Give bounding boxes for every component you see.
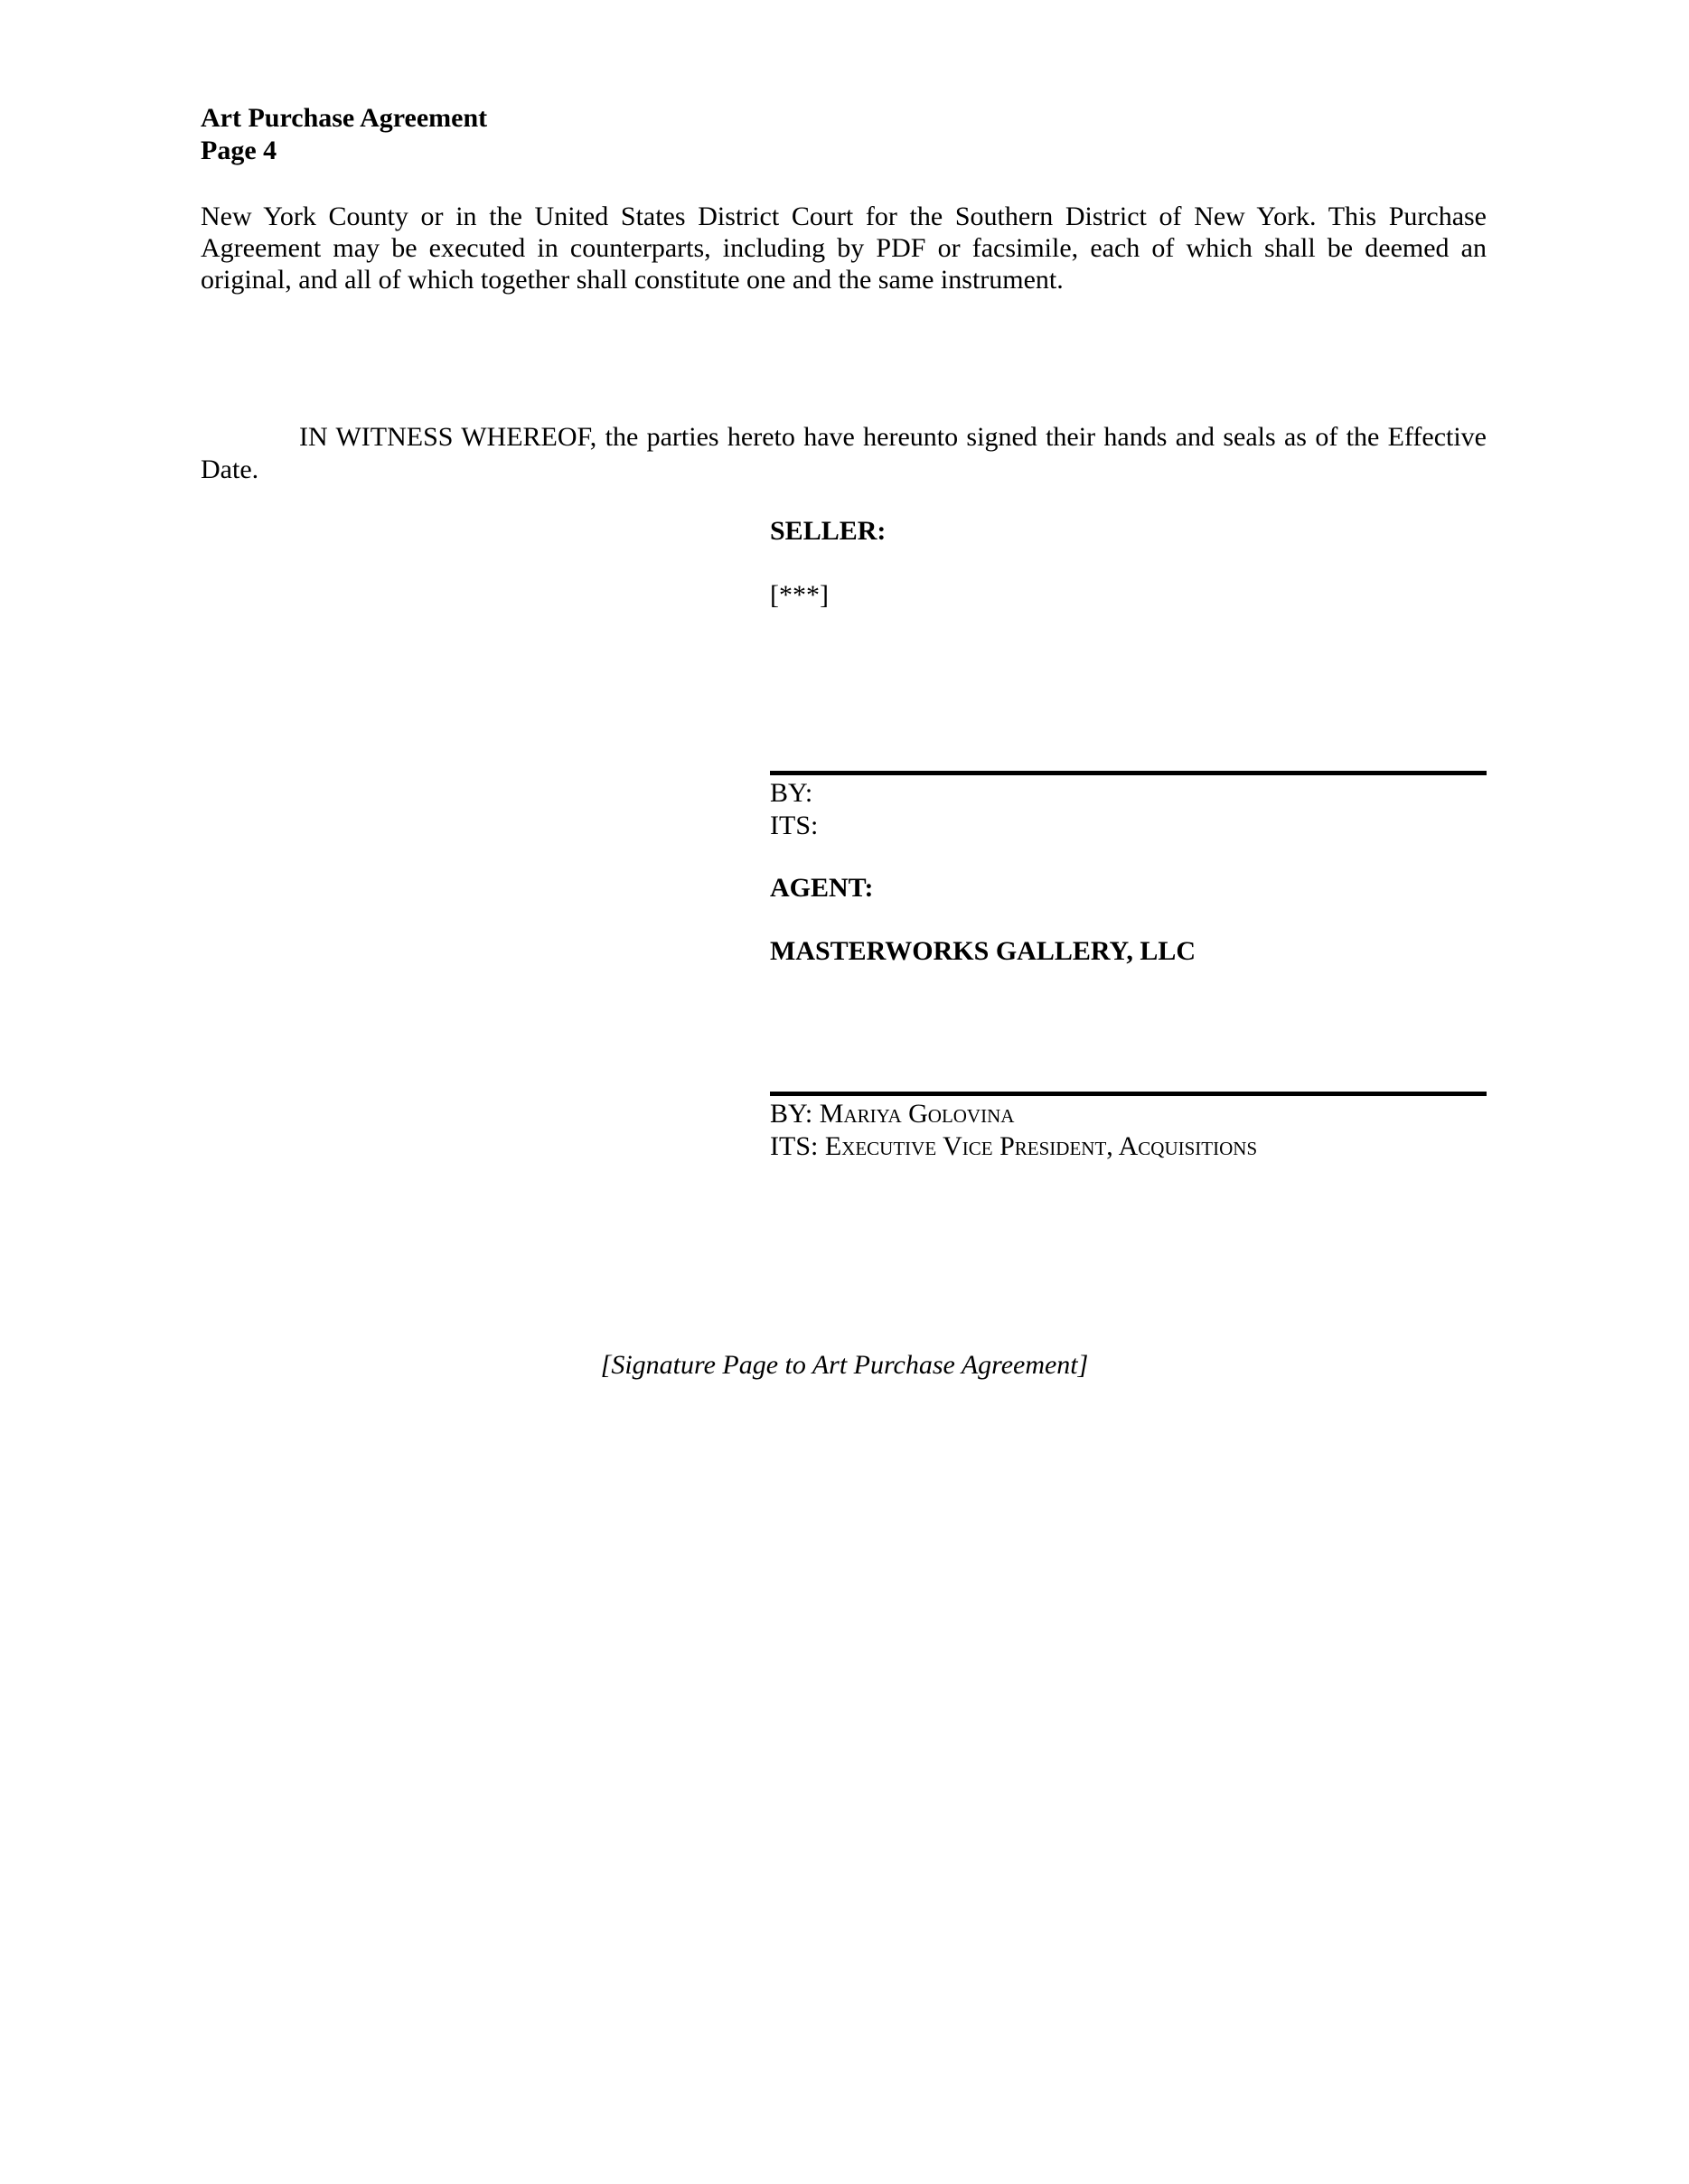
witness-paragraph: IN WITNESS WHEREOF, the parties hereto have hereunto signed their hands and seals as of the Effective Date. [201,422,1487,484]
seller-signature-line [770,771,1487,775]
agent-label: AGENT: [770,873,874,903]
body-paragraph: New York County or in the United States District Court for the Southern District of New York. This Purchase Agreement may be executed in counterparts, including by PDF or facsimile, each of which shall be deemed an original, and all of which together shall constitute one and the same instrument. [201,202,1487,295]
agent-by-value: Mariya Golovina [819,1099,1015,1129]
signature-page-caption: [Signature Page to Art Purchase Agreement] [600,1350,1089,1380]
agent-its-label: ITS: [770,1131,819,1161]
seller-name: [***] [770,580,829,610]
agent-by-row [770,1098,1487,1130]
agent-signatory-block [770,1098,1487,1163]
document-title: Art Purchase Agreement [201,103,488,133]
seller-label: SELLER: [770,516,887,546]
seller-by-label: BY: [770,778,813,808]
seller-its-label: ITS: [770,811,819,840]
page-number: Page 4 [201,136,277,165]
page-header [201,102,487,167]
agent-its-value: Executive Vice President, Acquisitions [824,1131,1258,1161]
agent-signature-line [770,1092,1487,1096]
agent-its-row [770,1130,1487,1163]
seller-signatory-block [770,777,1487,842]
agent-by-label: BY: [770,1099,813,1129]
agent-name: MASTERWORKS GALLERY, LLC [770,936,1196,966]
